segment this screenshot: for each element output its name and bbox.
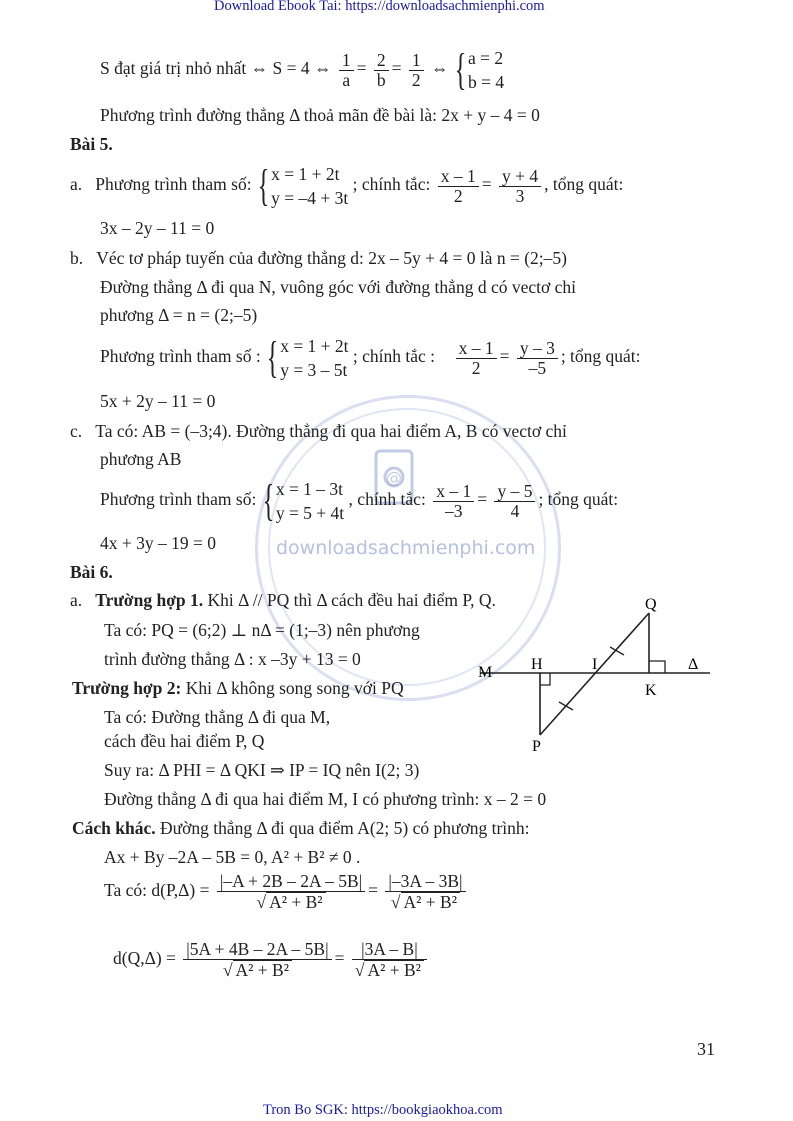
tick-mark: [559, 702, 573, 710]
bai6-case2-line4: Suy ra: Δ PHI = Δ QKI ⇒ IP = IQ nên I(2; 3): [104, 760, 420, 780]
bai6-case2-line2: Ta có: Đường thẳng Δ đi qua M,: [104, 707, 331, 727]
fraction: $\frac{2}{b}$: [374, 51, 389, 90]
fraction: $\frac{|5A + 4B - 2A - 5B|}{\text{√ A² + B²}}$: [183, 940, 331, 980]
intro-line1-text: S đạt giá trị nhỏ nhất ⇔ S = 4 ⇔: [100, 58, 332, 79]
bai5-b-line3: phương Δ = n = (2;–5): [100, 305, 258, 325]
equation-system: x = 1 – 3t y = 5 + 4t: [275, 479, 345, 523]
distance-Q: d(Q,Δ) = $\frac{|5A + 4B - 2A - 5B|}{\text{√ A² + B²}}$ = $\frac{|3A - B|}{\text{√ A² + B²}}$: [113, 940, 430, 980]
distance-P: Ta có: d(P,Δ) = $\frac{|-A + 2B - 2A - 5B|}{\text{√ A² + B²}}$ = $\frac{|-3A - 3B|}{\text{√ A² + B²}}$: [104, 872, 469, 912]
fraction: $\frac{|3A - B|}{\text{√ A² + B²}}$: [352, 940, 427, 980]
bai6-case2: Trường hợp 2: Khi Δ không song song với PQ: [72, 678, 404, 698]
label-I: I: [592, 656, 598, 673]
bai5-b-line2: Đường thẳng Δ đi qua N, vuông góc với đường thẳng d có vectơ chỉ: [100, 277, 576, 297]
bai6-case1-line2: Ta có: PQ = (6;2) ⊥ nΔ = (1;–3) nên phương: [104, 620, 420, 640]
label-M: M: [478, 664, 493, 681]
fraction: $\frac{y - 5}{4}$: [494, 482, 535, 521]
page-number: 31: [697, 1039, 715, 1059]
label-Q: Q: [645, 596, 657, 613]
fraction: $\frac{x - 1}{2}$: [438, 167, 479, 206]
segment-PQ: [540, 613, 649, 735]
bai6-case1: a. Trường hợp 1. Khi Δ // PQ thì Δ cách đều hai điểm P, Q.: [70, 590, 496, 610]
equation-system: a = 2 b = 4: [468, 48, 505, 92]
fraction: $\frac{1}{a}$: [339, 51, 354, 90]
header-link[interactable]: Download Ebook Tai: https://downloadsachmienphi.com: [214, 0, 545, 14]
equation-system: x = 1 + 2t y = –4 + 3t: [271, 164, 349, 208]
bai6-title: Bài 6.: [70, 562, 113, 582]
fraction: $\frac{|-3A - 3B|}{\text{√ A² + B²}}$: [385, 872, 465, 912]
bai5-b-line5: 5x + 2y – 11 = 0: [100, 391, 216, 411]
fraction: $\frac{y + 4}{3}$: [499, 167, 541, 206]
intro-line1: S đạt giá trị nhỏ nhất ⇔ S = 4 ⇔ $\frac{1}{a}$ = $\frac{2}{b}$ = $\frac{1}{2}$ ⇔ { a = 2 b = 4: [100, 45, 505, 94]
fraction: $\frac{|-A + 2B - 2A - 5B|}{\text{√ A² + B²}}$: [217, 872, 365, 912]
bai6-case2-line3: cách đều hai điểm P, Q: [104, 731, 265, 751]
bai5-b-line4: Phương trình tham số : { x = 1 + 2t y = 3 – 5t ; chính tắc : $\frac{x - 1}{2}$ = $\frac{y - 3}{-5}$ ; tổng quát:: [100, 333, 641, 382]
bai5-c-line1: c. Ta có: AB = (–3;4). Đường thẳng đi qua hai điểm A, B có vectơ chỉ: [70, 421, 567, 441]
bai6-case1-line3: trình đường thẳng Δ : x –3y + 13 = 0: [104, 649, 361, 669]
fraction: $\frac{x - 1}{2}$: [456, 339, 497, 378]
equation-system: x = 1 + 2t y = 3 – 5t: [280, 336, 349, 380]
label-P: P: [532, 738, 541, 755]
label-delta: Δ: [688, 656, 699, 673]
label-H: H: [531, 656, 543, 673]
bai5-c-line3: Phương trình tham số: { x = 1 – 3t y = 5 + 4t , chính tắc: $\frac{x - 1}{-3}$ = $\frac{y - 5}{4}$ ; tổng quát:: [100, 476, 619, 525]
footer-link[interactable]: Tron Bo SGK: https://bookgiaokhoa.com: [263, 1102, 503, 1118]
bai5-c-line4: 4x + 3y – 19 = 0: [100, 533, 216, 553]
geometry-diagram: [470, 595, 720, 760]
bai5-title: Bài 5.: [70, 134, 113, 154]
svg-text:@: @: [386, 468, 402, 487]
bai6-alt: Cách khác. Đường thẳng Δ đi qua điểm A(2; 5) có phương trình:: [72, 818, 530, 838]
watermark-text: downloadsachmienphi.com: [276, 537, 536, 559]
right-angle-K: [649, 661, 665, 673]
bai5-a-line2: 3x – 2y – 11 = 0: [100, 218, 215, 238]
intro-line2: Phương trình đường thẳng Δ thoả mãn đề bài là: 2x + y – 4 = 0: [100, 105, 540, 125]
bai6-alt-line2: Ax + By –2A – 5B = 0, A² + B² ≠ 0 .: [104, 847, 361, 867]
bai6-case2-line5: Đường thẳng Δ đi qua hai điểm M, I có phương trình: x – 2 = 0: [104, 789, 547, 809]
fraction: $\frac{y - 3}{-5}$: [517, 339, 558, 378]
bai5-b-line1: b. Véc tơ pháp tuyến của đường thẳng d: 2x – 5y + 4 = 0 là n = (2;–5): [70, 248, 567, 268]
right-angle-H: [540, 673, 550, 685]
bai5-c-line2: phương AB: [100, 449, 182, 469]
fraction: $\frac{x - 1}{-3}$: [433, 482, 474, 521]
label-K: K: [645, 682, 657, 699]
bai5-a-line1: a. Phương trình tham số: { x = 1 + 2t y = –4 + 3t ; chính tắc: $\frac{x - 1}{2}$ = $\frac{y + 4}{3}$ , tổng quát:: [70, 161, 624, 210]
fraction: $\frac{1}{2}$: [409, 51, 424, 90]
